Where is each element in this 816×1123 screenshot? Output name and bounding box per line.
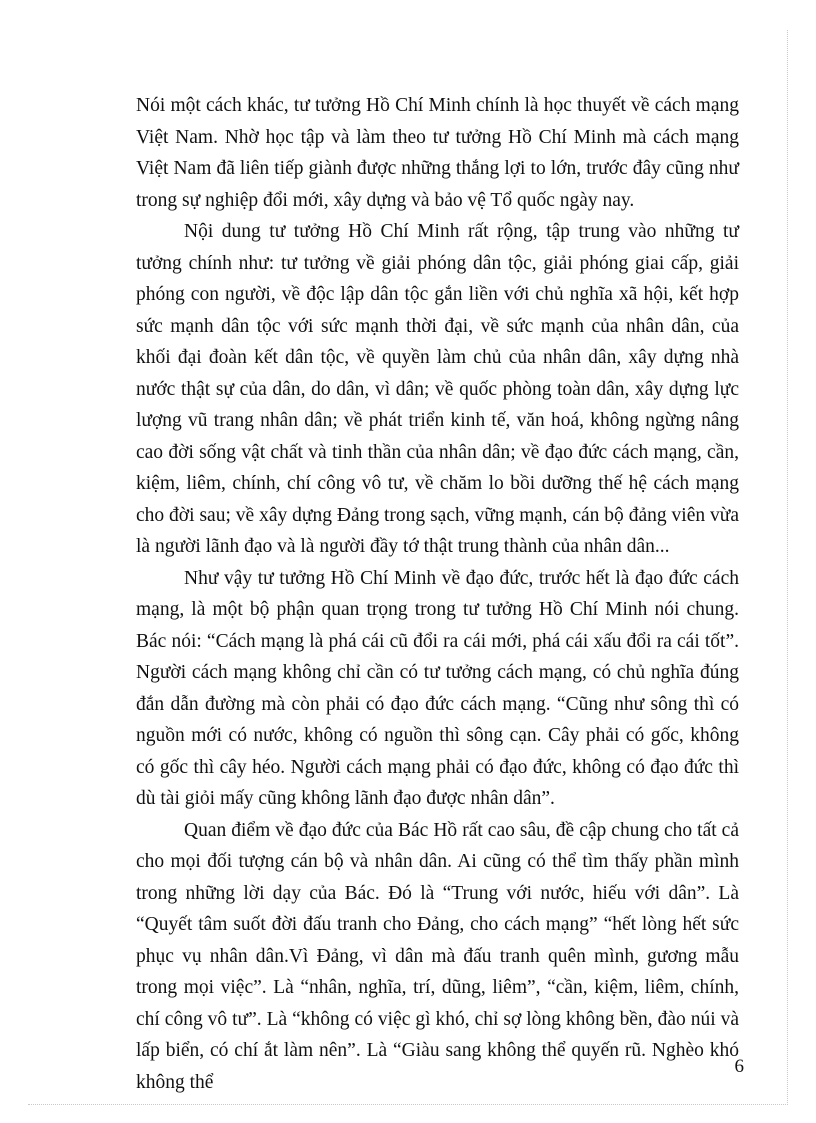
page-number: 6	[734, 1056, 744, 1077]
paragraph: Nói một cách khác, tư tưởng Hồ Chí Minh chính là học thuyết về cách mạng Việt Nam. Nhờ học tập và làm theo tư tưởng Hồ Chí Minh mà cách mạng Việt Nam đã liên tiếp giành được những thắng lợi to lớn, trước đây cũng như trong sự nghiệp đổi mới, xây dựng và bảo vệ Tổ quốc ngày nay.	[136, 95, 739, 211]
paragraph: Như vậy tư tưởng Hồ Chí Minh về đạo đức, trước hết là đạo đức cách mạng, là một bộ phận quan trọng trong tư tưởng Hồ Chí Minh nói chung. Bác nói: “Cách mạng là phá cái cũ đổi ra cái mới, phá cái xấu đổi ra cái tốt”. Người cách mạng không chỉ cần có tư tưởng cách mạng, có chủ nghĩa đúng đắn dẫn đường mà còn phải có đạo đức cách mạng. “Cũng như sông thì có nguồn mới có nước, không có nguồn thì sông cạn. Cây phải có gốc, không có gốc thì cây héo. Người cách mạng phải có đạo đức, không có đạo đức thì dù tài giỏi mấy cũng không lãnh đạo được nhân dân”.	[136, 567, 739, 809]
paragraph: Quan điểm về đạo đức của Bác Hồ rất cao sâu, đề cập chung cho tất cả cho mọi đối tượng cán bộ và nhân dân. Ai cũng có thể tìm thấy phần mình trong những lời dạy của Bác. Đó là “Trung với nước, hiếu với dân”. Là “Quyết tâm suốt đời đấu tranh cho Đảng, cho cách mạng” “hết lòng hết sức phục vụ nhân dân.Vì Đảng, vì dân mà đấu tranh quên mình, gương mẫu trong mọi việc”. Là “nhân, nghĩa, trí, dũng, liêm”, “cần, kiệm, liêm, chính, chí công vô tư”. Là “không có việc gì khó, chỉ sợ lòng không bền, đào núi và lấp biển, có chí ắt làm nên”. Là “Giàu sang không thể quyến rũ. Nghèo khó không thể	[136, 819, 739, 1093]
paragraph: Nội dung tư tưởng Hồ Chí Minh rất rộng, tập trung vào những tư tưởng chính như: tư tưởng về giải phóng dân tộc, giải phóng giai cấp, giải phóng con người, về độc lập dân tộc gắn liền với chủ nghĩa xã hội, kết hợp sức mạnh dân tộc với sức mạnh thời đại, về sức mạnh của nhân dân, của khối đại đoàn kết dân tộc, về quyền làm chủ của nhân dân, xây dựng nhà nước thật sự của dân, do dân, vì dân; về quốc phòng toàn dân, xây dựng lực lượng vũ trang nhân dân; về phát triển kinh tế, văn hoá, không ngừng nâng cao đời sống vật chất và tinh thần của nhân dân; về đạo đức cách mạng, cần, kiệm, liêm, chính, chí công vô tư, về chăm lo bồi dưỡng thế hệ cách mạng cho đời sau; về xây dựng Đảng trong sạch, vững mạnh, cán bộ đảng viên vừa là người lãnh đạo và là người đầy tớ thật trung thành của nhân dân...	[136, 221, 739, 557]
document-body	[136, 90, 739, 1098]
